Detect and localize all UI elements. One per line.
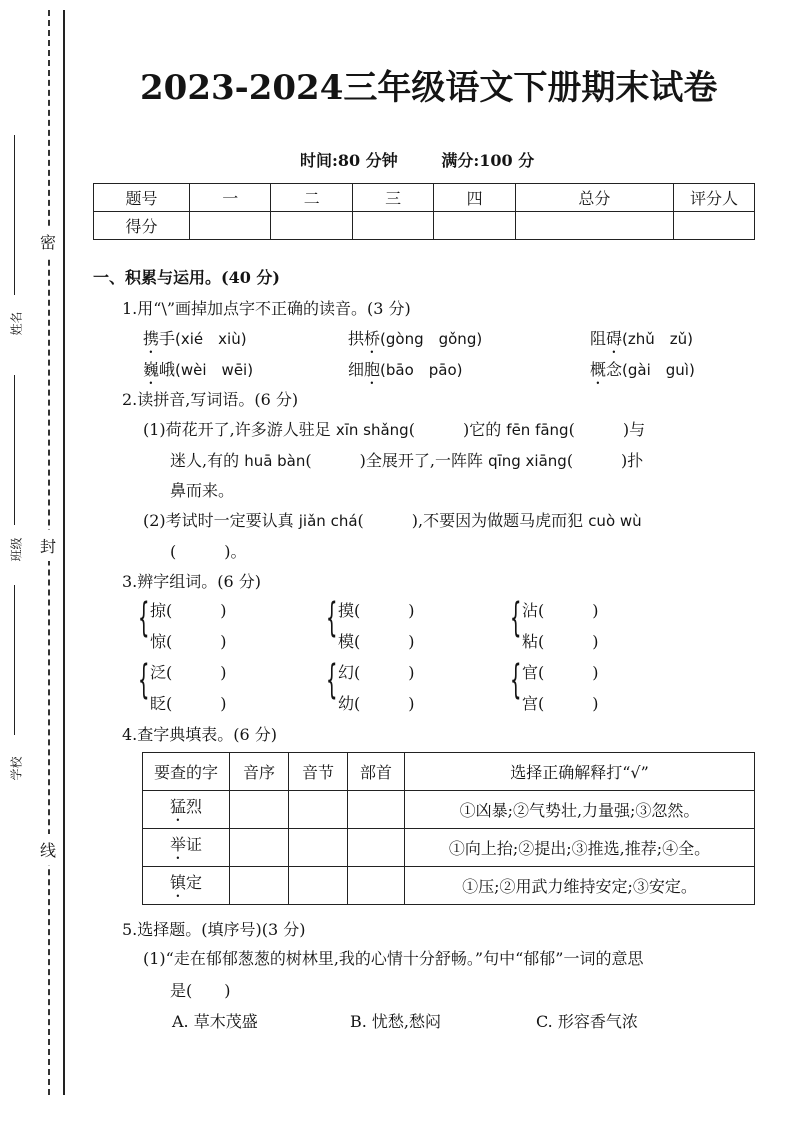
class-field-label: 班级: [9, 537, 24, 562]
q5-option[interactable]: B. 忧愁,愁闷: [350, 1012, 442, 1031]
exam-meta: [300, 148, 572, 171]
dict-input-cell[interactable]: [348, 829, 405, 867]
dict-header-cell: 要查的字: [143, 753, 230, 791]
section-title: 一、积累与运用。(40 分): [93, 268, 280, 287]
score-row-label: 得分: [94, 212, 190, 240]
dict-header-cell: 音节: [289, 753, 348, 791]
dict-word-cell: 猛烈: [143, 791, 230, 829]
question-1-title: 1.用“\”画掉加点字不正确的读音。(3 分): [122, 299, 411, 318]
school-blank-line: [14, 585, 15, 735]
q3-word: 模( ): [338, 632, 415, 651]
question-3-title: 3.辨字组词。(6 分): [122, 572, 262, 591]
q3-word: 沾( ): [522, 601, 599, 620]
score-input-cell[interactable]: [434, 212, 515, 240]
name-field-label: 姓名: [9, 311, 24, 336]
q1-item: 巍峨(wèi wēi): [143, 360, 254, 379]
dict-input-cell[interactable]: [289, 867, 348, 905]
dict-explain-cell[interactable]: ①凶暴;②气势壮,力量强;③忽然。: [405, 791, 755, 829]
seal-solid-line: [63, 10, 65, 1095]
score-input-cell[interactable]: [515, 212, 673, 240]
q3-word: 泛( ): [150, 663, 227, 682]
dict-input-cell[interactable]: [348, 867, 405, 905]
q3-word: 惊( ): [150, 632, 227, 651]
q5-stem-answer: 是( ): [170, 981, 231, 1000]
q5-stem: (1)“走在郁郁葱葱的树林里,我的心情十分舒畅。”句中“郁郁”一词的意思: [143, 949, 644, 968]
seal-char-xian: 线: [38, 834, 58, 865]
name-blank-line: [14, 135, 15, 295]
q2-line: (2)考试时一定要认真 jiǎn chá( ),不要因为做题马虎而犯 cuò wù: [143, 511, 642, 530]
brace-icon: {: [510, 595, 522, 641]
dict-input-cell[interactable]: [289, 829, 348, 867]
dict-header-cell: 选择正确解释打“√”: [405, 753, 755, 791]
dict-word-cell: 镇定: [143, 867, 230, 905]
question-2-title: 2.读拼音,写词语。(6 分): [122, 390, 299, 409]
score-header-cell: 四: [434, 184, 515, 212]
q1-item: 概念(gài guì): [590, 360, 695, 379]
score-input-cell[interactable]: [190, 212, 271, 240]
score-input-cell[interactable]: [674, 212, 755, 240]
dict-word-cell: 举证: [143, 829, 230, 867]
q1-item: 细胞(bāo pāo): [348, 360, 463, 379]
score-header-cell: 题号: [94, 184, 190, 212]
question-4-title: 4.查字典填表。(6 分): [122, 725, 278, 744]
exam-title: 2023-2024三年级语文下册期末试卷: [140, 68, 718, 108]
brace-icon: {: [326, 595, 338, 641]
dict-header-cell: 音序: [230, 753, 289, 791]
exam-full-score: 满分:100 分: [441, 151, 535, 170]
q5-option[interactable]: C. 形容香气浓: [536, 1012, 638, 1031]
q3-word: 摸( ): [338, 601, 415, 620]
score-input-cell[interactable]: [352, 212, 433, 240]
score-header-cell: 三: [352, 184, 433, 212]
seal-char-mi: 密: [38, 226, 58, 257]
q1-item: 拱桥(gòng gǒng): [348, 329, 483, 348]
q2-line: (1)荷花开了,许多游人驻足 xīn shǎng( )它的 fēn fāng( )与: [143, 420, 646, 439]
dict-input-cell[interactable]: [348, 791, 405, 829]
dict-explain-cell[interactable]: ①压;②用武力维持安定;③安定。: [405, 867, 755, 905]
q2-line: 鼻而来。: [170, 481, 235, 500]
q3-word: 幻( ): [338, 663, 415, 682]
question-5-title: 5.选择题。(填序号)(3 分): [122, 920, 306, 939]
dict-input-cell[interactable]: [230, 867, 289, 905]
score-header-cell: 评分人: [674, 184, 755, 212]
q2-line: ( )。: [170, 542, 247, 561]
score-table: [93, 183, 755, 240]
score-header-cell: 一: [190, 184, 271, 212]
q3-word: 宫( ): [522, 694, 599, 713]
dict-explain-cell[interactable]: ①向上抬;②提出;③推选,推荐;④全。: [405, 829, 755, 867]
brace-icon: {: [138, 657, 150, 703]
q1-item: 携手(xié xiù): [143, 329, 247, 348]
q3-word: 官( ): [522, 663, 599, 682]
brace-icon: {: [138, 595, 150, 641]
q2-line: 迷人,有的 huā bàn( )全展开了,一阵阵 qīng xiāng( )扑: [170, 451, 644, 470]
class-blank-line: [14, 375, 15, 525]
school-field-label: 学校: [9, 756, 24, 781]
q5-option[interactable]: A. 草木茂盛: [172, 1012, 258, 1031]
score-input-cell[interactable]: [271, 212, 352, 240]
seal-char-feng: 封: [38, 530, 58, 561]
dictionary-table: [142, 752, 755, 905]
q3-word: 掠( ): [150, 601, 227, 620]
q3-word: 眨( ): [150, 694, 227, 713]
score-header-cell: 总分: [515, 184, 673, 212]
exam-time: 时间:80 分钟: [300, 151, 398, 170]
brace-icon: {: [510, 657, 522, 703]
q3-word: 幼( ): [338, 694, 415, 713]
score-header-cell: 二: [271, 184, 352, 212]
q3-word: 粘( ): [522, 632, 599, 651]
dict-input-cell[interactable]: [230, 791, 289, 829]
q1-item: 阻碍(zhǔ zǔ): [590, 329, 694, 348]
dict-header-cell: 部首: [348, 753, 405, 791]
dict-input-cell[interactable]: [230, 829, 289, 867]
brace-icon: {: [326, 657, 338, 703]
dict-input-cell[interactable]: [289, 791, 348, 829]
